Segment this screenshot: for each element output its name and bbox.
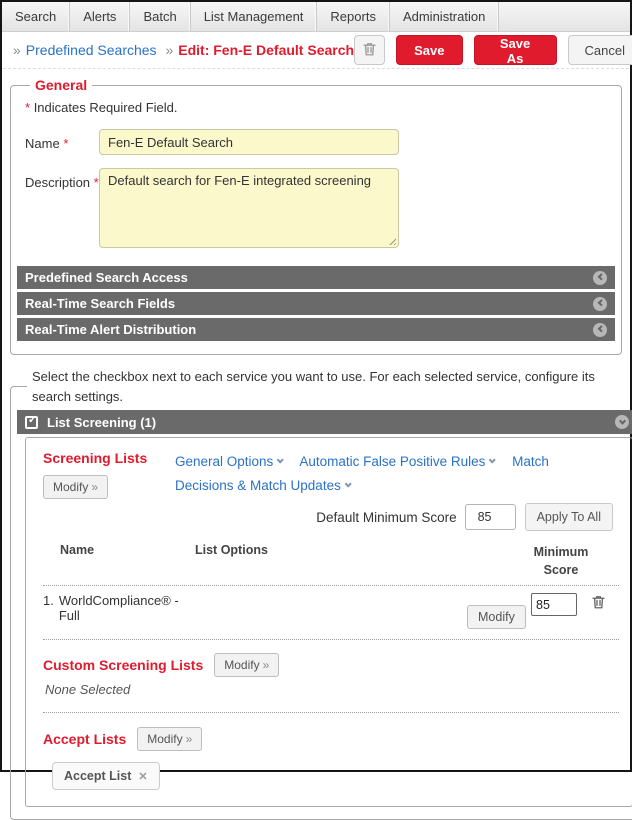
tab-batch[interactable]: Batch <box>130 2 190 31</box>
dropdown-chevron-icon <box>344 480 351 487</box>
required-field-note <box>25 100 611 115</box>
section-title: List Screening (1) <box>47 414 157 430</box>
screening-lists-modify-button[interactable]: Modify » <box>43 475 108 499</box>
default-minimum-score-label: Default Minimum Score <box>316 509 457 525</box>
tab-list-management[interactable]: List Management <box>191 2 318 31</box>
save-as-button[interactable]: Save As <box>474 35 557 65</box>
dropdown-chevron-icon <box>277 456 284 463</box>
row-index: 1. <box>43 593 54 609</box>
description-field-row <box>25 168 611 248</box>
section-title: Real-Time Alert Distribution <box>25 322 197 337</box>
list-options-cell <box>195 593 467 629</box>
section-title: Real-Time Search Fields <box>25 296 176 311</box>
row-modify-button[interactable]: Modify <box>467 605 526 629</box>
toolbar <box>2 32 630 68</box>
services-section <box>10 367 632 820</box>
screening-options-menus <box>175 450 549 499</box>
toolbar-divider <box>3 68 629 69</box>
column-header-minimum-score: Minimum Score <box>533 545 589 578</box>
menu-match-decisions-and-match-updates[interactable]: Match Decisions & Match Updates <box>175 454 549 493</box>
breadcrumb <box>8 42 354 58</box>
name-label: Name * <box>25 136 69 151</box>
trash-icon <box>362 41 377 60</box>
description-textarea[interactable] <box>99 168 399 248</box>
general-section <box>10 77 622 355</box>
apply-to-all-button[interactable]: Apply To All <box>525 503 613 531</box>
accept-list-chips <box>52 762 619 790</box>
screening-table-header <box>43 541 619 586</box>
custom-screening-lists-heading: Custom Screening Lists <box>43 657 204 674</box>
accept-lists-section <box>43 727 619 790</box>
section-header-real-time-search-fields[interactable] <box>17 292 615 315</box>
screening-lists-header <box>43 450 619 499</box>
default-minimum-score-row <box>43 503 613 531</box>
modify-more-icon: » <box>185 732 193 747</box>
menu-general-options[interactable]: General Options <box>175 454 282 469</box>
name-field-row <box>25 129 611 155</box>
breadcrumb-chevron-icon: » <box>13 42 21 58</box>
section-divider <box>43 712 619 713</box>
tab-alerts[interactable]: Alerts <box>70 2 130 31</box>
collapsed-sections <box>17 266 615 341</box>
custom-lists-empty-text: None Selected <box>45 682 131 698</box>
section-header-predefined-search-access[interactable] <box>17 266 615 289</box>
required-note-text: Indicates Required Field. <box>33 100 178 115</box>
collapse-chevron-down-icon[interactable] <box>615 415 629 429</box>
expand-chevron-left-icon[interactable] <box>593 297 607 311</box>
toolbar-actions <box>354 35 630 65</box>
custom-screening-lists-section <box>43 653 619 697</box>
expand-chevron-left-icon[interactable] <box>593 271 607 285</box>
delete-search-button[interactable] <box>354 35 385 65</box>
column-header-name: Name <box>60 543 95 557</box>
custom-screening-lists-modify-button[interactable]: Modify » <box>214 653 279 677</box>
table-row <box>43 586 619 640</box>
column-header-list-options: List Options <box>195 543 268 557</box>
default-minimum-score-input[interactable] <box>465 504 516 530</box>
list-screening-checkbox[interactable] <box>25 413 38 429</box>
checkmark-icon: ✓ <box>27 413 38 426</box>
breadcrumb-chevron-icon: » <box>165 42 174 58</box>
minimum-score-cell <box>531 593 591 629</box>
save-button[interactable]: Save <box>396 35 462 65</box>
services-instruction: Select the checkbox next to each service you want to use. For each selected service, configure its search settings. <box>32 369 595 404</box>
breadcrumb-predefined-searches-link[interactable]: Predefined Searches <box>25 42 157 58</box>
chip-label: Accept List <box>64 769 132 784</box>
row-minimum-score-input[interactable] <box>531 593 577 616</box>
accept-lists-heading: Accept Lists <box>43 731 127 748</box>
name-input[interactable] <box>99 129 399 155</box>
menu-automatic-false-positive-rules[interactable]: Automatic False Positive Rules <box>299 454 494 469</box>
tab-administration[interactable]: Administration <box>390 2 499 31</box>
list-screening-panel <box>25 437 632 807</box>
expand-chevron-left-icon[interactable] <box>593 323 607 337</box>
description-label: Description * <box>25 175 99 190</box>
dropdown-chevron-icon <box>489 456 496 463</box>
screening-lists-heading: Screening Lists <box>43 450 148 466</box>
accept-lists-modify-button[interactable]: Modify » <box>137 727 202 751</box>
section-header-real-time-alert-distribution[interactable] <box>17 318 615 341</box>
required-asterisk: * <box>25 100 31 115</box>
modify-more-icon: » <box>262 658 270 673</box>
required-asterisk: * <box>93 175 99 190</box>
modify-cell <box>467 593 531 629</box>
list-name: WorldCompliance® - Full <box>58 593 179 624</box>
tab-reports[interactable]: Reports <box>317 2 390 31</box>
section-header-list-screening[interactable] <box>17 410 632 434</box>
section-title: Predefined Search Access <box>25 270 188 285</box>
main-nav-tabbar <box>2 2 630 32</box>
required-asterisk: * <box>63 136 69 151</box>
breadcrumb-current-page: Edit: Fen-E Default Search <box>178 42 355 58</box>
modify-more-icon: » <box>91 480 99 494</box>
row-delete-button[interactable] <box>591 593 619 629</box>
general-section-title: General <box>35 77 88 93</box>
trash-icon <box>591 598 606 613</box>
accept-list-chip[interactable] <box>52 762 160 790</box>
tab-search[interactable]: Search <box>2 2 70 31</box>
list-name-cell <box>43 593 195 629</box>
cancel-button[interactable]: Cancel <box>568 35 632 65</box>
chip-remove-icon[interactable]: ✕ <box>138 770 148 783</box>
